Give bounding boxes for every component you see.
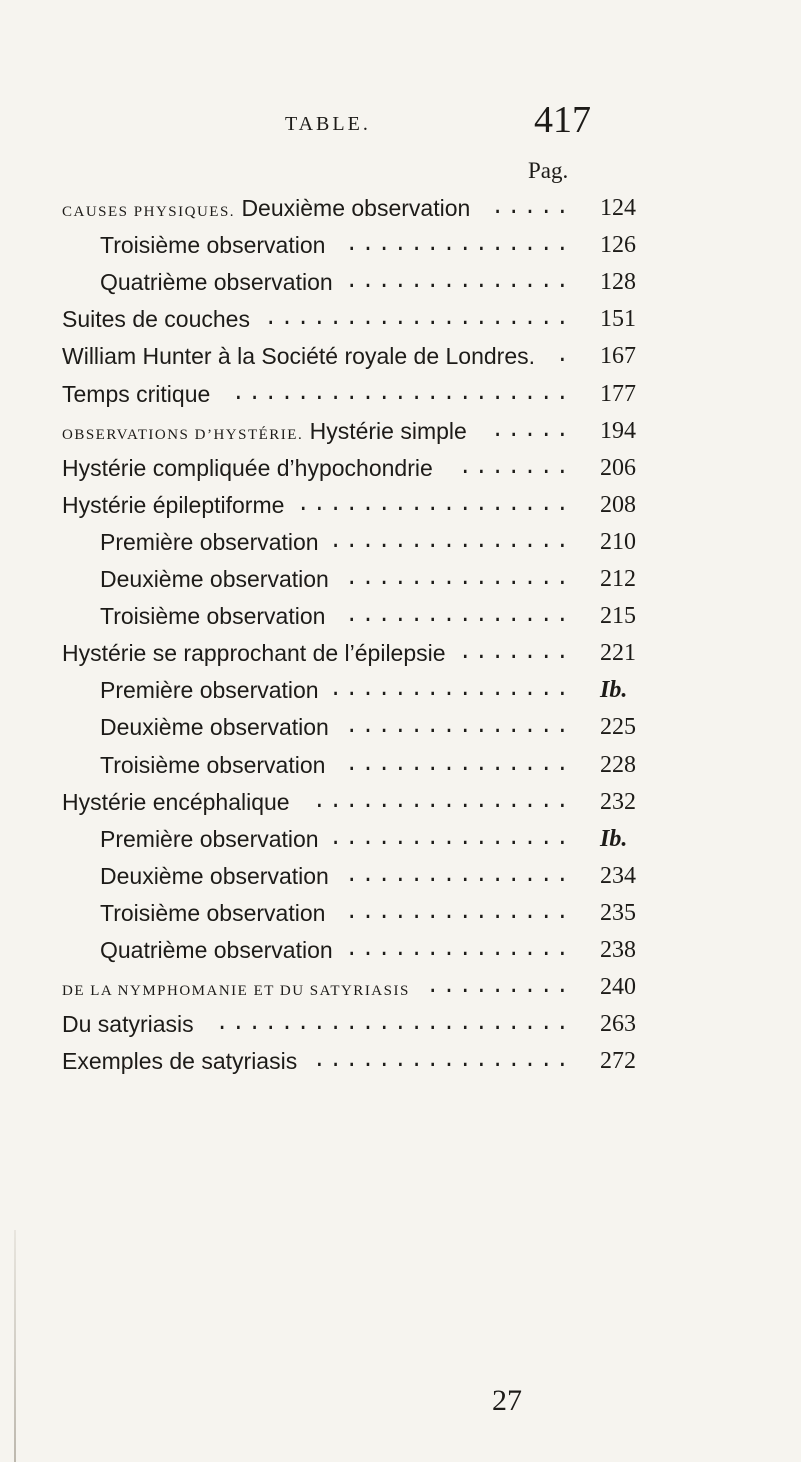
entry-title: Deuxième observation <box>100 566 329 592</box>
leader-dots: ..... <box>490 195 572 220</box>
leader-dots: ............... <box>328 677 572 702</box>
leader-dots: ..................... <box>231 381 572 406</box>
toc-page-number: 225 <box>600 714 636 740</box>
entry-title: Hystérie se rapprochant de l’épilepsie <box>62 640 446 666</box>
toc-entry <box>100 522 572 562</box>
toc-entry <box>62 299 572 339</box>
toc-entry <box>62 336 572 376</box>
running-head-title: TABLE. <box>285 113 371 135</box>
leader-dots: ....... <box>458 455 572 480</box>
entry-title: Troisième observation <box>100 752 326 778</box>
entry-title: Hystérie compliquée d’hypochondrie <box>62 455 433 481</box>
entry-title: Quatrième observation <box>100 937 333 963</box>
toc-entry <box>62 1041 572 1081</box>
toc-page-number: 215 <box>600 603 636 629</box>
toc-page-number: Ib. <box>600 826 628 852</box>
toc-page-number: 206 <box>600 455 636 481</box>
toc-entry <box>100 262 572 302</box>
toc-entry <box>62 374 572 414</box>
leader-dots: ................. <box>296 492 572 517</box>
entry-title: Hystérie simple <box>309 418 467 444</box>
toc-page-number: 221 <box>600 640 636 666</box>
toc-entry-text <box>62 1004 194 1044</box>
toc-page-number: 194 <box>600 418 636 444</box>
toc-page-number: 212 <box>600 566 636 592</box>
toc-page-number: 228 <box>600 752 636 778</box>
leader-dots: ...................... <box>215 1011 572 1036</box>
entry-title: Suites de couches <box>62 306 250 332</box>
toc-entry <box>100 819 572 859</box>
leader-dots: .............. <box>345 566 572 591</box>
toc-entry <box>100 893 572 933</box>
toc-entry-text <box>100 893 325 933</box>
toc-page-number: 263 <box>600 1011 636 1037</box>
entry-title: Première observation <box>100 529 319 555</box>
toc-entry <box>100 559 572 599</box>
toc-entry <box>62 1004 572 1044</box>
pag-column-label: Pag. <box>528 158 569 183</box>
leader-dots: ................ <box>312 789 572 814</box>
toc-page-number: 272 <box>600 1048 636 1074</box>
toc-entry-text <box>100 522 319 562</box>
section-heading: DE LA NYMPHOMANIE ET DU SATYRIASIS <box>62 983 410 999</box>
toc-entry-text <box>62 1041 297 1081</box>
leader-dots: .............. <box>345 752 572 777</box>
toc-entry <box>100 596 572 636</box>
toc-entry <box>100 670 572 710</box>
signature-mark: 27 <box>492 1384 522 1417</box>
toc-entry <box>62 188 572 228</box>
section-heading: OBSERVATIONS D’HYSTÉRIE. <box>62 427 304 443</box>
entry-title: Première observation <box>100 826 319 852</box>
toc-entry-text <box>100 856 329 896</box>
toc-page-number: Ib. <box>600 677 628 703</box>
leader-dots: .............. <box>345 603 572 628</box>
entry-title: Première observation <box>100 677 319 703</box>
entry-title: Deuxième observation <box>100 714 329 740</box>
toc-page-number: 210 <box>600 529 636 555</box>
toc-entry-text <box>100 596 325 636</box>
leader-dots: ....... <box>458 640 572 665</box>
leader-dots: .............. <box>345 269 572 294</box>
leader-dots: .............. <box>345 937 572 962</box>
toc-entry <box>62 782 572 822</box>
toc-entry <box>100 856 572 896</box>
entry-title: Quatrième observation <box>100 269 333 295</box>
toc-page-number: 128 <box>600 269 636 295</box>
leader-dots: .............. <box>345 714 572 739</box>
page-edge-shadow <box>14 1230 16 1462</box>
leader-dots: .............. <box>345 900 572 925</box>
toc-entry-text <box>100 225 325 265</box>
toc-entry-text <box>100 707 329 747</box>
toc-entry <box>62 967 572 1007</box>
entry-title: Troisième observation <box>100 900 326 926</box>
toc-page-number: 238 <box>600 937 636 963</box>
toc-entry-text <box>62 633 446 673</box>
section-heading: CAUSES PHYSIQUES. <box>62 204 236 220</box>
leader-dots: ............... <box>328 826 572 851</box>
leader-dots: .............. <box>345 863 572 888</box>
toc-entry-text <box>100 559 329 599</box>
page-number: 417 <box>534 99 591 141</box>
toc-entry <box>100 745 572 785</box>
toc-page-number: 234 <box>600 863 636 889</box>
entry-title: Temps critique <box>62 381 211 407</box>
toc-page-number: 126 <box>600 232 636 258</box>
toc-entry-text <box>100 819 319 859</box>
entry-title: Exemples de satyriasis <box>62 1048 298 1074</box>
entry-title: William Hunter à la Société royale de Londres. <box>62 343 536 369</box>
toc-entry-text <box>100 930 333 970</box>
toc-page-number: 167 <box>600 343 636 369</box>
toc-entry-text <box>100 670 319 710</box>
toc-page-number: 232 <box>600 789 636 815</box>
toc-entry-text <box>62 336 535 376</box>
entry-title: Deuxième observation <box>241 195 471 221</box>
toc-entry <box>100 225 572 265</box>
leader-dots: ............... <box>328 529 572 554</box>
toc-entry-text <box>100 745 325 785</box>
toc-page-number: 235 <box>600 900 636 926</box>
leader-dots: ................ <box>312 1048 572 1073</box>
toc-page-number: 151 <box>600 306 636 332</box>
leader-dots: ................... <box>264 306 572 331</box>
entry-title: Du satyriasis <box>62 1011 194 1037</box>
toc-entry-text <box>62 485 284 525</box>
toc-entry-text <box>62 374 210 414</box>
entry-title: Troisième observation <box>100 232 326 258</box>
toc-entry-text <box>100 262 333 302</box>
toc-page-number: 240 <box>600 974 636 1000</box>
toc-entry <box>62 448 572 488</box>
entry-title: Deuxième observation <box>100 863 329 889</box>
toc-entry <box>62 411 572 451</box>
toc-entry-text <box>62 299 250 339</box>
entry-title: Hystérie encéphalique <box>62 789 290 815</box>
toc-entry-text <box>62 782 290 822</box>
toc-entry <box>100 707 572 747</box>
toc-page-number: 177 <box>600 381 636 407</box>
leader-dots: .............. <box>345 232 572 257</box>
leader-dots: ......... <box>426 974 572 999</box>
toc-page-number: 208 <box>600 492 636 518</box>
toc-entry-text <box>62 448 433 488</box>
toc-entry <box>62 633 572 673</box>
leader-dots: . <box>555 343 572 368</box>
toc-entry <box>100 930 572 970</box>
toc-entry <box>62 485 572 525</box>
entry-title: Hystérie épileptiforme <box>62 492 285 518</box>
entry-title: Troisième observation <box>100 603 326 629</box>
leader-dots: ..... <box>490 418 572 443</box>
toc-page-number: 124 <box>600 195 636 221</box>
